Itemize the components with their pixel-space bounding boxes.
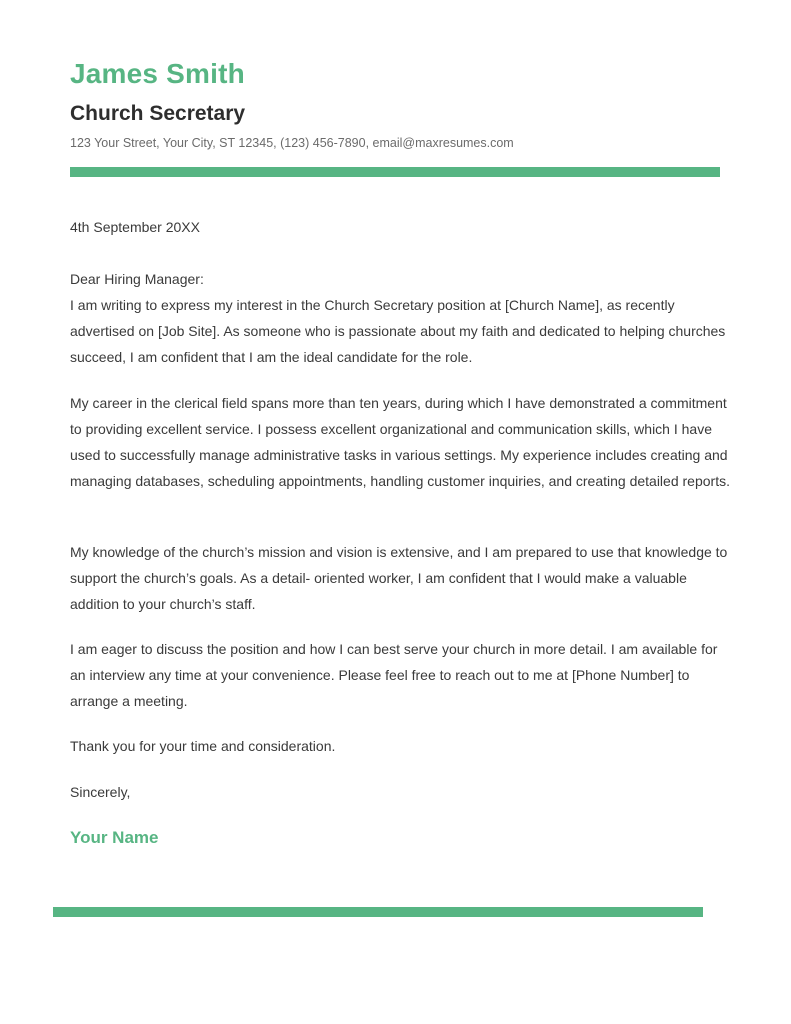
paragraph-call-to-action: I am eager to discuss the position and how I can best serve your church in more detail. I am available for an interview any time at your convenience. Please feel free to reach out to me at [Phone Number] to arrange a meeting. bbox=[70, 641, 718, 709]
header-divider-bar bbox=[70, 167, 720, 177]
paragraph-knowledge: My knowledge of the church’s mission and vision is extensive, and I am prepared to use that knowledge to support the church’s goals. As a detail- oriented worker, I am confident that I would make a valuable addition to your church’s staff. bbox=[70, 544, 728, 612]
thank-you-line: Thank you for your time and consideration. bbox=[70, 738, 336, 754]
paragraph-experience: My career in the clerical field spans more than ten years, during which I have demonstrated a commitment to providing excellent service. I possess excellent organizational and communication skills, which I have used to successfully manage administrative tasks in various settings. My experience includes creating and managing databases, scheduling appointments, handling customer inquiries, and creating detailed reports. bbox=[70, 395, 730, 489]
footer-divider-bar bbox=[53, 907, 703, 917]
contact-info: 123 Your Street, Your City, ST 12345, (123) 456-7890, email@maxresumes.com bbox=[70, 136, 514, 150]
closing: Sincerely, bbox=[70, 784, 131, 800]
paragraph-intro: I am writing to express my interest in the Church Secretary position at [Church Name], as recently advertised on [Job Site]. As someone who is passionate about my faith and dedicated to helping churches succeed, I am confident that I am the ideal candidate for the role. bbox=[70, 297, 726, 365]
letter-date: 4th September 20XX bbox=[70, 219, 200, 235]
salutation: Dear Hiring Manager: bbox=[70, 271, 204, 287]
job-title: Church Secretary bbox=[70, 102, 246, 125]
signature-name: Your Name bbox=[70, 828, 159, 847]
applicant-name: James Smith bbox=[70, 58, 245, 89]
